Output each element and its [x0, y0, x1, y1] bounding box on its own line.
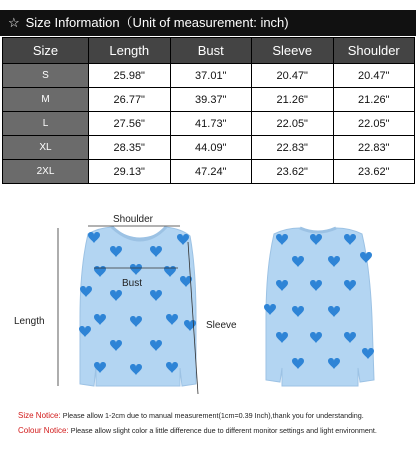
length-cell: 28.35" [89, 136, 171, 160]
column-header-shoulder: Shoulder [333, 38, 415, 64]
table-row [3, 88, 415, 112]
size-cell: 2XL [3, 160, 89, 184]
table-row [3, 64, 415, 88]
bust-cell: 47.24" [170, 160, 252, 184]
length-cell: 25.98" [89, 64, 171, 88]
column-header-sleeve: Sleeve [252, 38, 334, 64]
bust-label: Bust [121, 278, 143, 289]
sleeve-cell: 22.05" [252, 112, 334, 136]
colour-notice-label: Colour Notice: [18, 426, 69, 435]
sleeve-cell: 22.83" [252, 136, 334, 160]
shoulder-cell: 20.47" [333, 64, 415, 88]
sleeve-cell: 20.47" [252, 64, 334, 88]
length-cell: 27.56" [89, 112, 171, 136]
size-cell: XL [3, 136, 89, 160]
size-notice-text: Please allow 1-2cm due to manual measurement(1cm=0.39 Inch),thank you for understanding. [62, 411, 364, 420]
bust-cell: 39.37" [170, 88, 252, 112]
size-cell: S [3, 64, 89, 88]
sleeve-cell: 23.62" [252, 160, 334, 184]
column-header-bust: Bust [170, 38, 252, 64]
size-info-title: Size Information（Unit of measurement: inch) [25, 15, 289, 30]
column-header-length: Length [89, 38, 171, 64]
notices [18, 408, 414, 438]
shoulder-cell: 22.83" [333, 136, 415, 160]
length-cell: 29.13" [89, 160, 171, 184]
bust-cell: 41.73" [170, 112, 252, 136]
shoulder-cell: 22.05" [333, 112, 415, 136]
back-sweater-image [264, 228, 374, 386]
length-cell: 26.77" [89, 88, 171, 112]
size-notice [18, 408, 414, 423]
front-sweater-image [79, 227, 196, 386]
measurement-diagram [0, 208, 416, 398]
colour-notice-text: Please allow slight color a little difference due to different monitor settings and light environment. [70, 426, 377, 435]
length-label: Length [14, 316, 45, 327]
size-cell: M [3, 88, 89, 112]
shoulder-cell: 21.26" [333, 88, 415, 112]
size-notice-label: Size Notice: [18, 411, 61, 420]
bust-cell: 37.01" [170, 64, 252, 88]
size-info-header [0, 10, 416, 36]
table-header-row [3, 38, 415, 64]
star-outline-icon: ☆ [8, 15, 20, 30]
table-row [3, 112, 415, 136]
colour-notice [18, 423, 414, 438]
table-row [3, 136, 415, 160]
sleeve-cell: 21.26" [252, 88, 334, 112]
shoulder-label: Shoulder [112, 214, 154, 225]
sleeve-label: Sleeve [206, 320, 237, 331]
shoulder-cell: 23.62" [333, 160, 415, 184]
size-cell: L [3, 112, 89, 136]
table-row [3, 160, 415, 184]
bust-cell: 44.09" [170, 136, 252, 160]
size-table [2, 37, 415, 184]
column-header-size: Size [3, 38, 89, 64]
